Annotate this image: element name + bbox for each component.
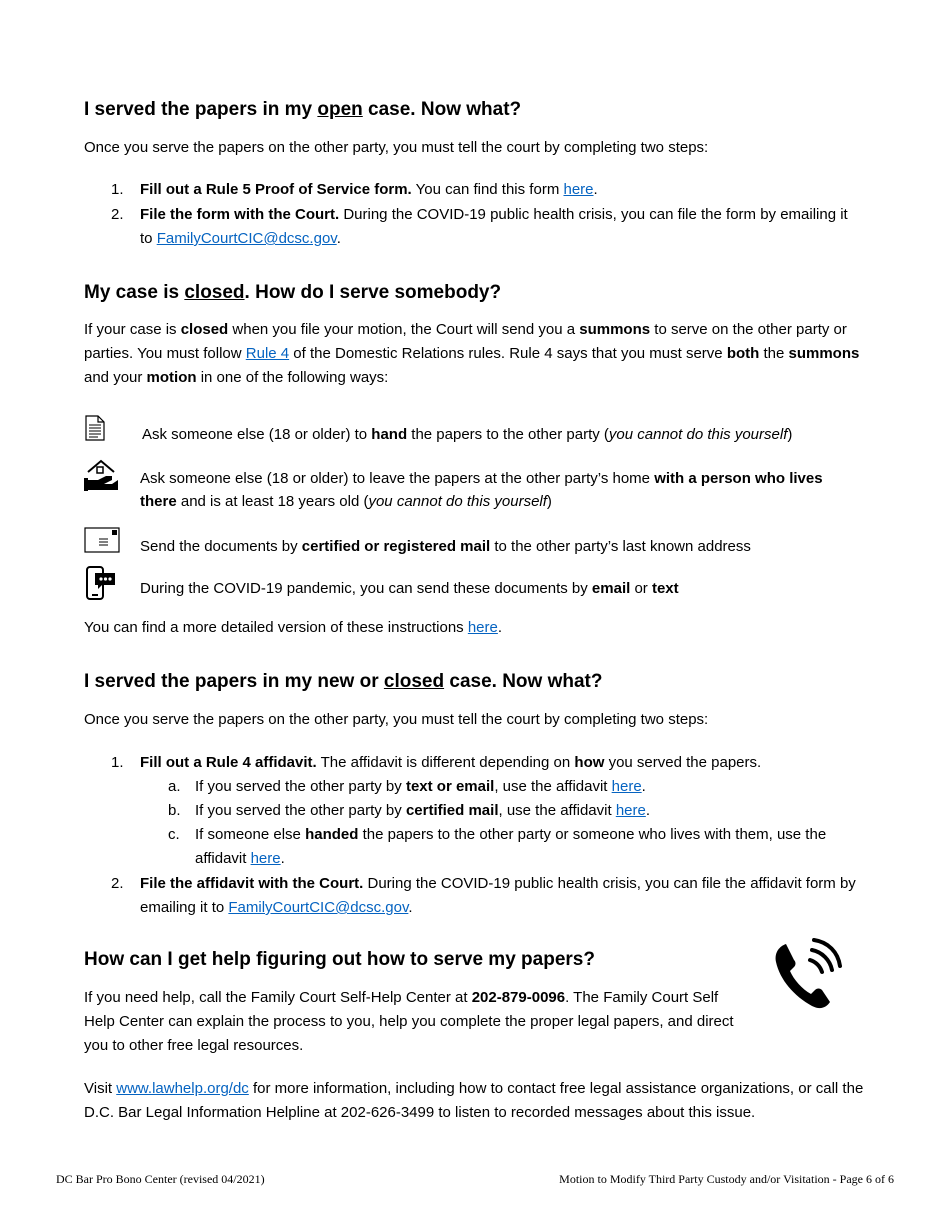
closed-case-paragraph: If your case is closed when you file your motion, the Court will send you a summons to serve on the other party or parties. You must follow Rule 4 of the Domestic Relations rules. Rule 4 says that you must serve both the summons and your motion in one of the following ways: [84, 321, 860, 386]
heading-new-or-closed-case: I served the papers in my new or closed case. Now what? [84, 671, 603, 692]
lawhelp-link[interactable]: www.lawhelp.org/dc [116, 1080, 249, 1097]
footer-right: Motion to Modify Third Party Custody and/or Visitation - Page 6 of 6 [559, 1172, 894, 1186]
phone-icon [772, 938, 844, 1016]
email-link[interactable]: FamilyCourtCIC@dcsc.gov [156, 230, 337, 247]
proof-of-service-link[interactable]: here [563, 181, 594, 198]
phone-message-icon [84, 565, 118, 605]
certified-mail-affidavit-link[interactable]: here [615, 802, 646, 819]
footer-left: DC Bar Pro Bono Center (revised 04/2021) [56, 1172, 265, 1186]
heading-get-help: How can I get help figuring out how to serve my papers? [84, 949, 595, 970]
service-method-mail: Send the documents by certified or registered mail to the other party’s last known address [140, 538, 751, 555]
list-number: 1. [111, 181, 124, 198]
sublist-item: If you served the other party by text or email, use the affidavit here. [195, 778, 646, 795]
sublist-letter: a. [168, 778, 181, 795]
list-number: 1. [111, 754, 124, 771]
service-method-hand: Ask someone else (18 or older) to hand the papers to the other party (you cannot do this yourself) [142, 426, 793, 443]
list-number: 2. [111, 875, 124, 892]
home-delivery-icon [84, 458, 120, 496]
sublist-item: If someone else handed the papers to the other party or someone who lives with them, use the affidavit here. [195, 826, 827, 867]
detailed-instructions: You can find a more detailed version of these instructions here. [84, 619, 503, 636]
email-link[interactable]: FamilyCourtCIC@dcsc.gov [228, 899, 409, 916]
heading-open-case: I served the papers in my open case. Now what? [84, 99, 522, 120]
detailed-instructions-link[interactable]: here [467, 619, 498, 636]
service-method-home: Ask someone else (18 or older) to leave the papers at the other party’s home with a person who lives there and is at least 18 years old (you cannot do this yourself) [140, 470, 823, 510]
help-center-paragraph: If you need help, call the Family Court Self-Help Center at 202-879-0096. The Family Court Self Help Center can explain the process to you, help you complete the proper legal papers, and direct you to other free legal resources. [84, 989, 734, 1054]
list-number: 2. [111, 206, 124, 223]
open-case-intro: Once you serve the papers on the other party, you must tell the court by completing two steps: [84, 139, 709, 156]
list-item: Fill out a Rule 4 affidavit. The affidavit is different depending on how you served the papers. [140, 754, 762, 771]
sublist-letter: c. [168, 826, 180, 843]
text-email-affidavit-link[interactable]: here [611, 778, 642, 795]
hand-delivery-affidavit-link[interactable]: here [250, 850, 281, 867]
service-method-email-text: During the COVID-19 pandemic, you can send these documents by email or text [140, 580, 679, 597]
new-closed-intro: Once you serve the papers on the other party, you must tell the court by completing two steps: [84, 711, 709, 728]
list-item: File the affidavit with the Court. During the COVID-19 public health crisis, you can file the affidavit form by emailing it to FamilyCourtCIC@dcsc.gov. [140, 875, 856, 916]
list-item: Fill out a Rule 5 Proof of Service form. You can find this form here. [140, 181, 598, 198]
sublist-item: If you served the other party by certified mail, use the affidavit here. [195, 802, 651, 819]
list-item: File the form with the Court. During the COVID-19 public health crisis, you can file the form by emailing it to FamilyCourtCIC@dcsc.gov. [140, 206, 848, 247]
envelope-icon [84, 527, 120, 557]
rule-4-link[interactable]: Rule 4 [245, 345, 290, 362]
sublist-letter: b. [168, 802, 181, 819]
lawhelp-paragraph: Visit www.lawhelp.org/dc for more information, including how to contact free legal assistance organizations, or call the D.C. Bar Legal Information Helpline at 202-626-3499 to listen to recorded messages about this issue. [84, 1080, 864, 1121]
heading-closed-case: My case is closed. How do I serve somebody? [84, 282, 502, 303]
document-icon [84, 415, 106, 445]
